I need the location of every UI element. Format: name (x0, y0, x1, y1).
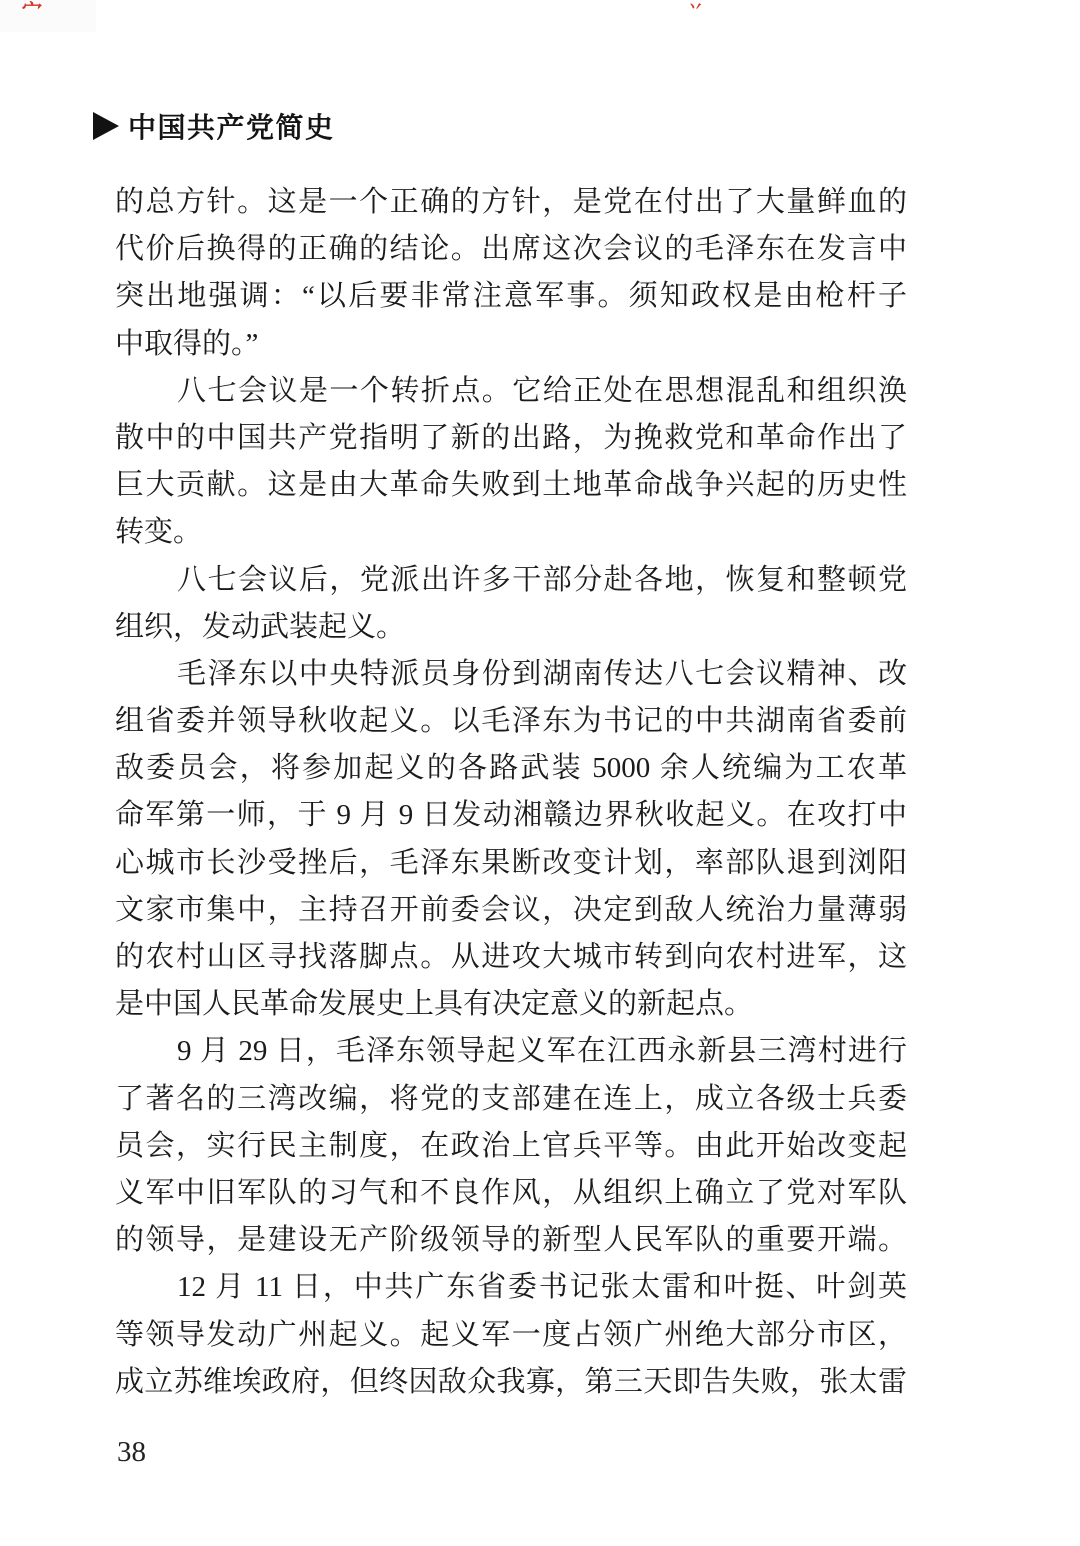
text-line: 转变。 (115, 516, 203, 549)
scan-shade (0, 0, 96, 32)
page-number: 38 (117, 1436, 146, 1468)
red-artifact-icon: 丷 (688, 0, 704, 11)
text-line: 巨大贡献。这是由大革命失败到土地革命战争兴起的历史性 (115, 469, 907, 502)
text-line: 文家市集中，主持召开前委会议，决定到敌人统治力量薄弱 (115, 893, 907, 926)
red-artifact-icon: 宀 (22, 0, 42, 15)
text-line: 八七会议后，党派出许多干部分赴各地，恢复和整顿党 (177, 563, 907, 596)
text-line: 成立苏维埃政府，但终因敌众我寡，第三天即告失败，张太雷 (115, 1365, 907, 1398)
text-line: 9 月 29 日，毛泽东领导起义军在江西永新县三湾村进行 (177, 1035, 907, 1068)
text-line: 散中的中国共产党指明了新的出路，为挽救党和革命作出了 (115, 421, 907, 454)
text-line: 12 月 11 日，中共广东省委书记张太雷和叶挺、叶剑英 (177, 1271, 907, 1304)
right-triangle-icon (93, 112, 119, 140)
text-line: 突出地强调：“以后要非常注意军事。须知政权是由枪杆子 (115, 280, 907, 313)
text-line: 组织，发动武装起义。 (115, 610, 406, 643)
text-line: 义军中旧军队的习气和不良作风，从组织上确立了党对军队 (115, 1176, 907, 1209)
text-line: 是中国人民革命发展史上具有决定意义的新起点。 (115, 988, 754, 1021)
text-line: 毛泽东以中央特派员身份到湖南传达八七会议精神、改 (177, 657, 907, 690)
text-line: 组省委并领导秋收起义。以毛泽东为书记的中共湖南省委前 (115, 705, 907, 738)
text-line: 心城市长沙受挫后，毛泽东果断改变计划，率部队退到浏阳 (115, 846, 907, 879)
text-line: 命军第一师，于 9 月 9 日发动湘赣边界秋收起义。在攻打中 (115, 799, 907, 832)
text-line: 代价后换得的正确的结论。出席这次会议的毛泽东在发言中 (115, 233, 907, 266)
page-body (115, 179, 907, 1406)
text-line: 中取得的。” (115, 327, 259, 360)
text-line: 敌委员会，将参加起义的各路武装 5000 余人统编为工农革 (115, 752, 907, 785)
text-line: 的领导，是建设无产阶级领导的新型人民军队的重要开端。 (115, 1224, 907, 1257)
running-header (93, 106, 335, 146)
book-title: 中国共产党简史 (128, 112, 335, 143)
text-line: 员会，实行民主制度，在政治上官兵平等。由此开始改变起 (115, 1129, 907, 1162)
text-line: 的总方针。这是一个正确的方针，是党在付出了大量鲜血的 (115, 186, 907, 218)
text-line: 的农村山区寻找落脚点。从进攻大城市转到向农村进军，这 (115, 941, 907, 973)
text-line: 八七会议是一个转折点。它给正处在思想混乱和组织涣 (177, 374, 907, 407)
text-line: 等领导发动广州起义。起义军一度占领广州绝大部分市区， (115, 1318, 907, 1351)
text-line: 了著名的三湾改编，将党的支部建在连上，成立各级士兵委 (115, 1082, 907, 1115)
